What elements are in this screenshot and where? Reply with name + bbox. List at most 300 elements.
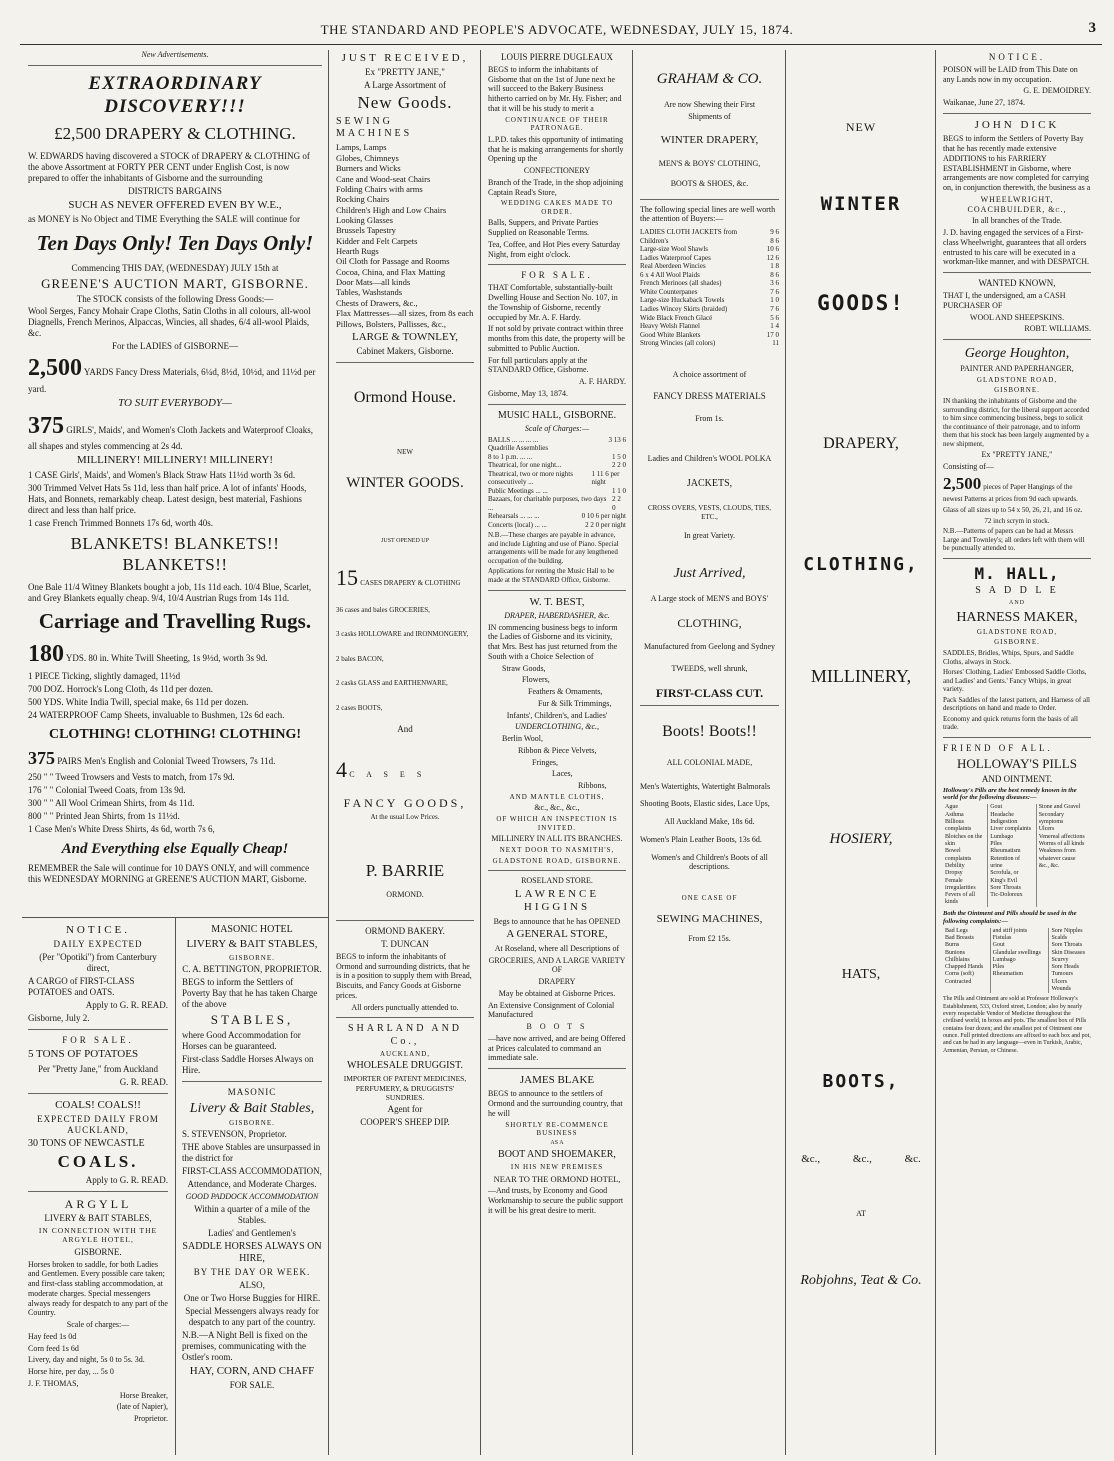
particulars-text: For full particulars apply at the STANDARD Office, Gisborne. — [488, 355, 589, 375]
holloware-line: 3 casks HOLLOWARE and IRONMONGERY, — [336, 630, 469, 639]
groceries-line: 36 cases and bales GROCERIES, — [336, 605, 430, 614]
row-label: Quadrille Assemblies — [488, 444, 549, 453]
horses-text: Horses broken to saddle, for both Ladies and Gentlemen. Every possible care taken; and first-class stabling accommodation, at moderate charges. Special messengers always ready for despatch to any part of the Country. — [28, 1259, 168, 1318]
goods-line: Laces, — [552, 769, 573, 779]
shewing-text: Are now Shewing their First — [663, 100, 756, 110]
diseases-table — [943, 804, 1091, 906]
remember-text: REMEMBER the Sale will continue for 10 DAYS ONLY, and will commence this WEDNESDAY MORNING at GREENE'S AUCTION MART, Gisborne. — [28, 862, 310, 884]
charge-row — [488, 521, 626, 530]
goods-line: Infants', Children's, and Ladies' — [506, 710, 608, 720]
complaint-item: Piles — [992, 964, 1005, 971]
complaint-item: Chapped Hands — [945, 964, 984, 971]
longcloth-text: 700 DOZ. Horrock's Long Cloth, 4s 11d per dozen. — [28, 683, 214, 694]
graham-name: GRAHAM & CO. — [656, 71, 763, 87]
clothing-heading: CLOTHING! CLOTHING! CLOTHING! — [48, 726, 302, 742]
disease-item: Rheumatism — [990, 848, 1021, 855]
charges-list — [488, 436, 626, 530]
buggies-text: One or Two Horse Buggies for HIRE. — [183, 1293, 321, 1304]
womens-children: Women's and Children's Boots of all descriptions. — [651, 852, 768, 872]
saddle-heading: S A D D L E — [975, 585, 1059, 597]
tweeds-text: TWEEDS, well shrunk, — [671, 664, 748, 674]
jd-text: J. D. having engaged the services of a First-class Wheelwright, guarantees that all orders entrusted to his care will be executed in a workman-like manner, and with DESPATCH. — [943, 228, 1090, 267]
connection-text: IN CONNECTION WITH THE ARGYLE HOTEL, — [38, 1226, 158, 1245]
price-row — [640, 262, 779, 271]
ex-pretty-jane: Ex "PRETTY JANE," — [365, 67, 445, 78]
row-label: 6 x 4 All Wool Plaids — [640, 270, 700, 279]
begs-text: BEGS to inform the Settlers of Poverty Bay that he has taken Charge of the above — [182, 977, 318, 1010]
manufactured-text: Manufactured from Geelong and Sydney — [643, 642, 776, 652]
womens-boots: Women's Plain Leather Boots, 13s 6d. — [640, 834, 762, 844]
attendance-text: Attendance, and Moderate Charges. — [187, 1179, 317, 1190]
disease-item: Fevers of all kinds — [945, 892, 975, 906]
list-item: Kidder and Felt Carpets — [336, 235, 418, 246]
new-goods-heading: New Goods. — [357, 93, 453, 113]
row-value: 1 5 0 — [612, 452, 626, 461]
list-item: Cane and Wood-seat Chairs — [336, 173, 431, 184]
louis-text: BEGS to inform the inhabitants of Gisborne that on the 1st of June next he will succeed to the Bakery Business hitherto carried on by Mr. Hy. Fisher; and that it will be his study to merit a — [488, 64, 622, 113]
confectionery: CONFECTIONERY — [523, 166, 591, 176]
underclothing: UNDERCLOTHING, &c., — [514, 722, 599, 732]
complaint-item: Tumours — [1051, 971, 1073, 978]
row-value: 1 0 — [770, 296, 779, 305]
ifnot-text: If not sold by private contract within three months from this date, the property will be submitted to Public Auction. — [488, 324, 625, 353]
row-label: Large-size Wool Shawls — [640, 245, 708, 254]
special-text: Special Messengers always ready for despatch to any part of the country. — [185, 1306, 319, 1328]
just-opened: JUST OPENED UP — [381, 537, 429, 544]
shipments-text: Shipments of — [688, 112, 731, 122]
price-row — [640, 279, 779, 288]
disease-item: Gout — [990, 804, 1003, 811]
commencing-text: IN commencing business begs to inform the Ladies of Gisborne and its vicinity, that Mrs. Best has just returned from the South with a Choice Selection of — [488, 622, 618, 661]
gladstone-text: GLADSTONE ROAD, GISBORNE. — [492, 856, 622, 865]
charge-row — [488, 495, 626, 512]
pack-saddles: Pack Saddles of the latest pattern, and Harness of all descriptions on hand and made to Order. — [943, 695, 1090, 713]
auckland-text: AUCKLAND, — [379, 1049, 431, 1058]
masthead-rule — [20, 44, 1102, 45]
price-text: From £2 15s. — [688, 934, 731, 944]
complaints-col — [990, 928, 1049, 994]
large-stock: A Large stock of MEN'S and BOYS' — [650, 593, 769, 603]
divider — [943, 558, 1091, 559]
fancy-dress: FANCY DRESS MATERIALS — [653, 391, 766, 402]
clothing-line: 250 " " Tweed Trowsers and Vests to match, from 17s 9d. — [28, 771, 235, 782]
ointment-heading: AND OINTMENT. — [981, 773, 1053, 784]
bonnets-text: 1 case French Trimmed Bonnets 17s 6d, worth 40s. — [28, 517, 213, 528]
section-label: New Advertisements. — [141, 50, 209, 59]
row-value: 12 6 — [766, 253, 779, 262]
charge-line: Hay feed 1s 0d — [28, 1331, 77, 1341]
price-row — [640, 296, 779, 305]
jackets-heading: JACKETS, — [686, 477, 733, 489]
paper-hangings: pieces of Paper Hangings of the newest Patterns at prices from 9d each upwards. — [943, 482, 1078, 504]
harness-maker: HARNESS MAKER, — [956, 609, 1078, 625]
gladstone-road: GLADSTONE ROAD, — [976, 627, 1058, 636]
usual-prices: At the usual Low Prices. — [370, 812, 440, 821]
price-row — [640, 254, 779, 263]
row-label: Public Meetings ... ... — [488, 486, 548, 495]
row-label: Large-size Huckaback Towels — [640, 296, 725, 305]
nb-text: N.B.—These charges are payable in advance, and include Lighting and use of Piano. Special arrangements will be made for any lengthened occupation of the building. — [488, 531, 619, 565]
divider — [336, 1017, 474, 1018]
both-text: Both the Ointment and Pills should be used in the following complaints:— — [943, 909, 1077, 925]
disease-item: Dropsy — [945, 870, 963, 877]
row-value: 5 6 — [770, 313, 779, 322]
robjohns-name: Robjohns, Teat & Co. — [800, 1273, 922, 1289]
row-label: French Merinoes (all shades) — [640, 279, 722, 288]
polka-text: Ladies and Children's WOOL POLKA — [647, 454, 772, 464]
gisborne-text: GISBORNE. — [74, 1246, 122, 1257]
hay-heading: HAY, CORN, AND CHAFF — [189, 1364, 315, 1377]
patterns-text: N.B.—Patterns of papers can be had at Messrs Large and Townley's; all orders left with them will be punctually attended to. — [943, 527, 1085, 553]
complaint-item: Sore Heads — [1051, 964, 1079, 971]
best-remedy: Holloway's Pills are the best remedy known in the world for the following diseases:— — [943, 786, 1077, 802]
complaint-item: Corns (soft) — [945, 971, 974, 978]
divider — [336, 920, 474, 921]
quantity-180: 180 — [28, 640, 64, 667]
complaints-table — [943, 928, 1091, 994]
row-label: Theatrical, two or more nights consecutively ... — [488, 469, 573, 487]
thanking-text: IN thanking the inhabitants of Gisborne and the surrounding district, for the liberal support accorded to him since commencing business, begs to solicit the continuance of their patronage, and to inform them that his stock has been largely augmented by a new shipment, — [943, 396, 1090, 448]
also-text: ALSO, — [239, 1280, 265, 1291]
row-label: Rehearsals ... ... ... — [488, 512, 540, 521]
ex-pretty-jane: Ex "PRETTY JANE," — [981, 450, 1053, 460]
may-text: May be obtained at Gisborne Prices. — [498, 988, 616, 998]
mens-watertights: Men's Watertights, Watertight Balmorals — [640, 781, 771, 791]
column-rule — [328, 50, 329, 1455]
row-value: 8 6 — [770, 236, 779, 245]
mantle-text: AND MANTLE CLOTHS, — [509, 792, 605, 801]
hats-heading: HATS, — [841, 967, 881, 983]
hardy-signature: A. F. HARDY. — [579, 377, 626, 387]
complaint-item: Gout — [992, 942, 1005, 949]
divider — [640, 705, 779, 706]
and-text: And — [397, 724, 413, 735]
column-4 — [634, 50, 785, 1455]
forsale-heading: FOR SALE. — [62, 1035, 134, 1046]
row-label: Strong Wincies (all colors) — [640, 339, 716, 348]
orders-text: All orders punctually attended to. — [351, 1002, 459, 1012]
thomas-name: J. F. THOMAS, — [28, 1378, 79, 1388]
per-pretty-jane: Per "Pretty Jane," from Auckland — [37, 1063, 159, 1074]
diseases-col — [1036, 804, 1091, 906]
agent-text: Agent for — [387, 1103, 423, 1114]
gisborne-text: GISBORNE. — [994, 638, 1040, 647]
disease-item: Lumbago — [990, 833, 1014, 840]
column-rule — [935, 50, 936, 1455]
next-door: NEXT DOOR TO NASMITH'S, — [499, 846, 615, 855]
fancy-goods: FANCY GOODS, — [343, 796, 467, 811]
charge-row — [488, 470, 626, 487]
charge-row — [488, 436, 626, 445]
complaint-item: Bad Breasts — [945, 934, 974, 941]
disease-item: Worms of all kinds — [1038, 840, 1085, 847]
hosiery-heading: HOSIERY, — [829, 830, 893, 847]
ormond-house: Ormond House. — [353, 389, 457, 407]
diseases-col — [988, 804, 1037, 906]
new-heading: NEW — [845, 120, 877, 134]
stables-heading: STABLES, — [210, 1012, 294, 1027]
gisborne-text: GISBORNE. — [229, 953, 275, 962]
trowsers-text: PAIRS Men's English and Colonial Tweed Trowsers, 7s 11d. — [57, 755, 276, 766]
list-item: Looking Glasses — [336, 214, 393, 225]
one-case: ONE CASE OF — [681, 894, 738, 903]
disease-item: Ague — [945, 804, 958, 811]
groceries-text: GROCERIES, AND A LARGE VARIETY OF — [488, 955, 626, 975]
sharland-name: SHARLAND AND Co., — [347, 1023, 463, 1047]
disease-item: Asthma — [945, 811, 964, 818]
edwards-advertisement — [22, 50, 328, 921]
livery-bait-heading: Livery & Bait Stables, — [189, 1100, 315, 1116]
divider — [28, 1093, 168, 1094]
complaint-item: Sore Nipples — [1051, 927, 1083, 934]
suit-text: TO SUIT EVERYBODY— — [118, 396, 232, 409]
divider — [943, 113, 1091, 114]
winter-heading: WINTER — [820, 192, 902, 215]
column-rule — [785, 50, 786, 1455]
list-item: Globes, Chimneys — [336, 152, 399, 163]
list-item: Door Mats—all kinds — [336, 277, 411, 288]
charge-row — [488, 512, 626, 521]
auction-mart: GREENE'S AUCTION MART, GISBORNE. — [41, 275, 309, 291]
wanted-known: WANTED KNOWN, — [978, 278, 1056, 289]
girls-text: GIRLS', Maids', and Women's Cloth Jackets and Waterproof Cloaks, all shapes and styles commencing at 2s 4d. — [28, 425, 314, 452]
applications-text: Applications for renting the Music Hall to be made at the STANDARD Office, Gisborne. — [488, 567, 615, 584]
gladstone-road: GLADSTONE ROAD, — [976, 375, 1058, 384]
best-name: W. T. BEST, — [529, 595, 585, 608]
newcastle-text: 30 TONS OF NEWCASTLE — [28, 1137, 145, 1149]
colonial-made: ALL COLONIAL MADE, — [666, 757, 753, 767]
disease-item: Stone and Gravel — [1038, 804, 1081, 811]
just-received: JUST RECEIVED, — [341, 52, 469, 64]
poison-text: POISON will be LAID from This Date on any Lands now in my occupation. — [943, 64, 1078, 84]
as-a-text: AS A — [550, 1139, 564, 1146]
blankets-heading: BLANKETS! BLANKETS!! BLANKETS!! — [70, 534, 280, 575]
large-townley: LARGE & TOWNLEY, — [351, 330, 459, 343]
list-item: Burners and Wicks — [336, 163, 401, 174]
row-value: 2 2 0 — [612, 461, 626, 470]
duncan-name: T. DUNCAN — [381, 938, 429, 949]
price-row — [640, 288, 779, 297]
lpd-text: L.P.D. takes this opportunity of intimating that he is making arrangements for shortly Opening up the — [488, 134, 624, 164]
list-item: Brussels Tapestry — [336, 225, 396, 236]
row-label: Children's — [640, 236, 669, 245]
price-row — [640, 237, 779, 246]
tea-text: Tea, Coffee, and Hot Pies every Saturday Night, from eight o'clock. — [488, 239, 621, 259]
goods-line: Ribbons, — [578, 781, 607, 791]
page-number: 3 — [1088, 20, 1096, 36]
notice-heading: NOTICE. — [65, 924, 131, 936]
goods-line: Berlin Wool, — [502, 734, 543, 744]
gisborne-text: GISBORNE. — [229, 1118, 275, 1127]
disease-item: Indigestion — [990, 819, 1018, 826]
divider — [943, 272, 1091, 273]
row-value: 1 11 6 per night — [591, 469, 620, 487]
row-value: 8 6 — [770, 270, 779, 279]
millinery-heading: MILLINERY! MILLINERY! MILLINERY! — [76, 454, 274, 467]
following-text: The following special lines are well worth the attention of Buyers:— — [640, 204, 776, 224]
wool-text: WOOL AND SHEEPSKINS. — [969, 312, 1065, 322]
headline: EXTRAORDINARY DISCOVERY!!! — [88, 72, 262, 117]
cabinet-makers: Cabinet Makers, Gisborne. — [356, 346, 454, 357]
scale-text: Scale of charges:— — [66, 1320, 130, 1330]
wheelwright-text: WHEELWRIGHT, COACHBUILDER, &c., — [967, 194, 1067, 214]
livery-heading: LIVERY & BAIT STABLES, — [44, 1213, 152, 1224]
complaint-item: Burns — [945, 942, 960, 949]
blake-text: BEGS to announce to the settlers of Ormond and the surrounding country, that he will — [488, 1089, 623, 1118]
charge-row — [488, 444, 626, 453]
row-label: Heavy Welsh Flannel — [640, 322, 700, 331]
higgins-name: LAWRENCE HIGGINS — [514, 887, 600, 914]
list-item: Pillows, Bolsters, Pallisses, &c., — [336, 318, 447, 329]
waikanae-date: Waikanae, June 27, 1874. — [943, 98, 1025, 108]
complaint-item: Bunions — [945, 949, 966, 956]
disease-item: Billious complaints — [945, 819, 972, 833]
saddle-horses: SADDLE HORSES ALWAYS ON HIRE, — [182, 1240, 322, 1264]
scale-charges: Scale of Charges:— — [524, 423, 590, 433]
sewing-machines: SEWING MACHINES, — [656, 912, 763, 925]
divider — [28, 1191, 168, 1192]
stables-advertisements — [176, 922, 328, 1455]
items-list — [336, 142, 474, 328]
napier-text: (late of Napier), — [116, 1402, 168, 1412]
complaint-item: Wounds — [1051, 986, 1071, 993]
choice-text: A choice assortment of — [672, 369, 747, 379]
sheeting-text: YDS. 80 in. White Twill Sheeting, 1s 9½d, worth 3s 9d. — [65, 652, 268, 663]
coals-heading: COALS! COALS!! — [55, 1098, 141, 1111]
boots-line: 2 cases BOOTS, — [336, 703, 383, 712]
shortly-text: SHORTLY RE-COMMENCE BUSINESS — [505, 1120, 609, 1138]
where-text: where Good Accommodation for Horses can be guaranteed. — [182, 1029, 301, 1051]
houghton-name: George Houghton, — [964, 346, 1070, 362]
date-text: Gisborne, July 2. — [28, 1013, 90, 1024]
divider — [943, 339, 1091, 340]
branch-text: Branch of the Trade, in the shop adjoining Captain Read's Store, — [488, 177, 624, 197]
stevenson-text: S. STEVENSON, Proprietor. — [182, 1129, 287, 1140]
disease-item: Retention of urine — [990, 855, 1021, 869]
scrym-text: 72 inch scrym in stock. — [984, 516, 1050, 525]
districts-text: DISTRICTS BARGAINS — [128, 185, 222, 196]
barrie-name: P. BARRIE — [365, 861, 445, 881]
row-value: 9 6 — [770, 228, 779, 237]
list-item: Children's High and Low Chairs — [336, 204, 447, 215]
complaint-item: Bad Legs — [945, 927, 968, 934]
divider — [488, 404, 626, 405]
glass-text: Glass of all sizes up to 54 x 50, 26, 21, and 16 oz. — [943, 506, 1083, 515]
friend-heading: FRIEND OF ALL. — [943, 742, 1053, 753]
divider — [488, 590, 626, 591]
row-value: 7 6 — [770, 287, 779, 296]
premises-text: IN HIS NEW PREMISES — [510, 1163, 604, 1172]
boots-shoes: BOOTS & SHOES, &c. — [670, 178, 749, 188]
case-text: 1 CASE Girls', Maids', and Women's Black Straw Hats 11½d worth 3s 6d. — [28, 469, 296, 480]
clothing-heading: CLOTHING, — [803, 553, 919, 575]
boots-heading: BOOTS, — [822, 1071, 900, 1093]
complaint-item: Rheumatism — [992, 971, 1024, 978]
auckland-make: All Auckland Make, 18s 6d. — [664, 817, 755, 827]
complaints-col — [943, 928, 990, 994]
column-3 — [482, 50, 632, 1455]
from-text: From 1s. — [695, 414, 724, 424]
quantity-2500: 2,500 — [28, 355, 82, 382]
intro-text: W. EDWARDS having discovered a STOCK of DRAPERY & CLOTHING of the above Assortment at FORTY PER CENT under English Cost, is now prepared to offer the inhabitants of Gisborne and the surrounding — [28, 150, 310, 183]
boots-heading: Boots! Boots!! — [662, 723, 757, 741]
coals-big: COALS. — [57, 1152, 139, 1172]
by-day: BY THE DAY OR WEEK. — [193, 1267, 311, 1278]
first-class-cut: FIRST-CLASS CUT. — [655, 685, 764, 700]
saddles-text: SADDLES, Bridles, Whips, Spurs, and Saddle Cloths, always in Stock. — [943, 648, 1074, 666]
inspection-text: OF WHICH AN INSPECTION IS INVITED. — [496, 815, 618, 832]
ladies-gentlemens: Ladies' and Gentlemen's — [208, 1227, 296, 1238]
roseland-text: At Roseland, where all Descriptions of — [494, 943, 620, 953]
clothing-heading: CLOTHING, — [677, 615, 742, 630]
complaint-item: and stiff joints — [992, 927, 1028, 934]
drapery-text: DRAPERY — [538, 977, 576, 987]
within-text: Within a quarter of a mile of the Stables. — [194, 1203, 310, 1225]
argyll-heading: ARGYLL — [64, 1196, 132, 1211]
divider — [488, 870, 626, 871]
divider — [488, 264, 626, 265]
horses-clothing: Horses' Clothing, Ladies' Embossed Saddle Cloths, and Ladies' and Gents.' Fancy Whips, in great variety. — [943, 668, 1087, 694]
disease-item: Scrofula, or King's Evil — [990, 870, 1019, 884]
ticking-text: 1 PIECE Ticking, slightly damaged, 11½d — [28, 670, 181, 681]
notice-heading: NOTICE. — [988, 52, 1046, 62]
potatoes-text: 5 TONS OF POTATOES — [28, 1048, 139, 1061]
blankets-text: One Bale 11/4 Witney Blankets bought a job, 11s 11d each. 10/4 Blue, Scarlet, and Grey Blankets equally cheap. 9/4, 10/4 Austrian Rugs from 14s 11d. — [28, 581, 312, 603]
branches-text: In all branches of the Trade. — [972, 216, 1062, 226]
expected-text: EXPECTED DAILY FROM AUCKLAND, — [37, 1113, 159, 1135]
ormond-text: ORMOND. — [386, 890, 424, 900]
row-value: 2 2 0 per night — [585, 520, 626, 529]
clothing-line: 176 " " Colonial Tweed Coats, from 13s 9d. — [28, 784, 186, 795]
quantity-375: 375 — [28, 413, 64, 439]
date-text: Gisborne, May 13, 1874. — [488, 388, 568, 398]
ormond-bakery: ORMOND BAKERY. — [365, 925, 445, 936]
row-label: White Counterpanes — [640, 287, 698, 296]
disease-item: Piles — [990, 840, 1002, 847]
goods-line: Feathers & Ornaments, — [528, 687, 603, 697]
quantity-375: 375 — [28, 747, 55, 768]
commencing-text: Commencing THIS DAY, (WEDNESDAY) JULY 15th at — [71, 262, 279, 273]
complaint-item: Sore Throats — [1051, 942, 1083, 949]
divider — [28, 1029, 168, 1030]
read-advertisements — [22, 922, 174, 1455]
sold-text: The Pills and Ointment are sold at Professor Holloway's Establishment, 533, Oxford street, London; also by nearly every respectable Vendor of Medicine throughout the civilised world, in boxes and pots. The smallest box of Pills contains four dozen; and the smallest pot of Ointment one ounce. Full printed directions are affixed to each box and pot, and can be had in any language—even in Turkish, Arabic, Armenian, Persian, or Chinese. — [943, 996, 1091, 1054]
goods-line: Fur & Silk Trimmings, — [538, 698, 612, 708]
bettington-text: C. A. BETTINGTON, PROPRIETOR. — [182, 964, 322, 975]
row-label: Ladies Wincey Skirts (braided) — [640, 304, 728, 313]
painter-text: PAINTER AND PAPERHANGER, — [960, 364, 1074, 374]
accommodation-heading: FIRST-CLASS ACCOMMODATION, — [182, 1166, 322, 1177]
consignment-text: An Extensive Consignment of Colonial Manufactured — [488, 1000, 615, 1020]
diseases-col — [943, 804, 988, 906]
just-arrived: Just Arrived, — [673, 565, 746, 581]
begs-text: Begs to announce that he has OPENED — [493, 916, 621, 926]
row-label: BALLS ... ... ... ... — [488, 435, 539, 444]
winter-drapery: WINTER DRAPERY, — [660, 133, 759, 146]
stock-text: The STOCK consists of the following Dress Goods:— — [76, 293, 274, 304]
charge-row — [488, 453, 626, 462]
cooper-text: COOPER'S SHEEP DIP. — [360, 1116, 450, 1127]
special-lines — [640, 228, 779, 347]
and-text: AND — [1009, 599, 1025, 606]
column-6 — [937, 50, 1097, 1455]
disease-item: Blotches on the skin — [945, 833, 983, 847]
draper-text: DRAPER, HABERDASHER, &c. — [504, 610, 610, 620]
read-signature: G. R. READ. — [119, 1076, 168, 1087]
wholesale-druggist: WHOLESALE DRUGGIST. — [347, 1060, 463, 1072]
above-text: THE above Stables are unsurpassed in the district for — [182, 1142, 321, 1164]
apply-text: Apply to G. R. READ. — [85, 1174, 168, 1185]
